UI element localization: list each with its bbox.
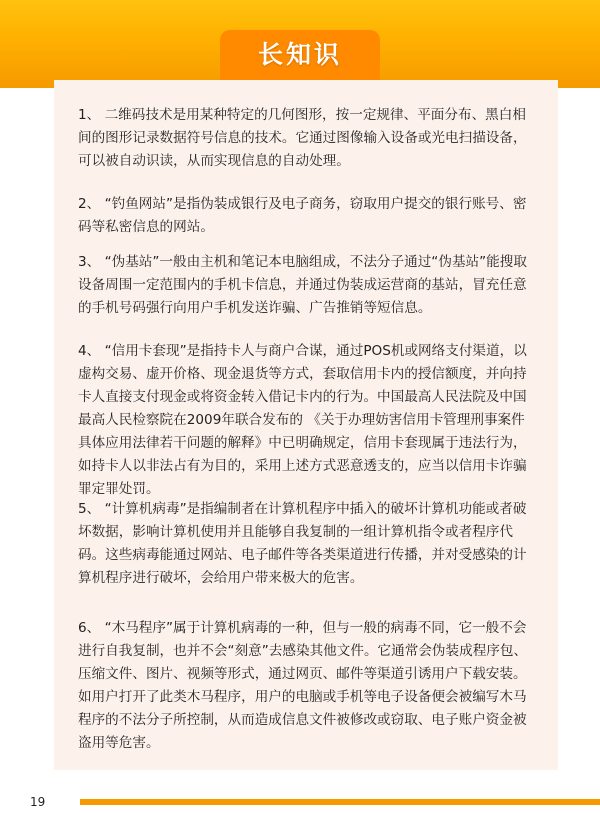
- paragraph-qr-code: 1、 二维码技术是用某种特定的几何图形，按一定规律、平面分布、黑白相间的图形记录数据符号信息的技术。它通过图像输入设备或光电扫描设备，可以被自动识读，从而实现信息的自动处理。: [78, 107, 527, 169]
- page-title: 长知识: [257, 40, 342, 69]
- page-number: 19: [30, 795, 46, 809]
- paragraph-credit-card-cashout: 4、 “信用卡套现”是指持卡人与商户合谋，通过POS机或网络支付渠道，以虚构交易、虚开价格、现金退货等方式，套取信用卡内的授信额度，并向持卡人直接支付现金或将资金转入借记卡内的行为。中国最高人民法院及中国最高人民检察院在2009年联合发布的 《关于办理妨害信用卡管理刑事案件具体应用法律若干问题的解释》中已明确规定，信用卡套现属于违法行为，如持卡人以非法占有为目的，采用上述方式恶意透支的，应当以信用卡诈骗罪定罪处罚。: [78, 343, 527, 497]
- paragraph-phishing-site: 2、 “钓鱼网站”是指伪装成银行及电子商务，窃取用户提交的银行账号、密码等私密信息的网站。: [78, 196, 527, 235]
- paragraph-computer-virus: 5、 “计算机病毒”是指编制者在计算机程序中插入的破坏计算机功能或者破坏数据，影响计算机使用并且能够自我复制的一组计算机指令或者程序代码。这些病毒能通过网站、电子邮件等各类渠道进行传播，并对受感染的计算机程序进行破坏，会给用户带来极大的危害。: [78, 501, 527, 586]
- footer-bar: [80, 799, 600, 805]
- paragraph-trojan-program: 6、 “木马程序”属于计算机病毒的一种，但与一般的病毒不同，它一般不会进行自我复制，也并不会“刻意”去感染其他文件。它通常会伪装成程序包、压缩文件、图片、视频等形式，通过网页、邮件等渠道引诱用户下载安装。如用户打开了此类木马程序，用户的电脑或手机等电子设备便会被编写木马程序的不法分子所控制，从而造成信息文件被修改或窃取、电子账户资金被盗用等危害。: [78, 620, 528, 751]
- paragraph-fake-base-station: 3、 “伪基站”一般由主机和笔记本电脑组成，不法分子通过“伪基站”能搜取设备周围一定范围内的手机卡信息，并通过伪装成运营商的基站，冒充任意的手机号码强行向用户手机发送诈骗、广告推销等短信息。: [78, 254, 527, 316]
